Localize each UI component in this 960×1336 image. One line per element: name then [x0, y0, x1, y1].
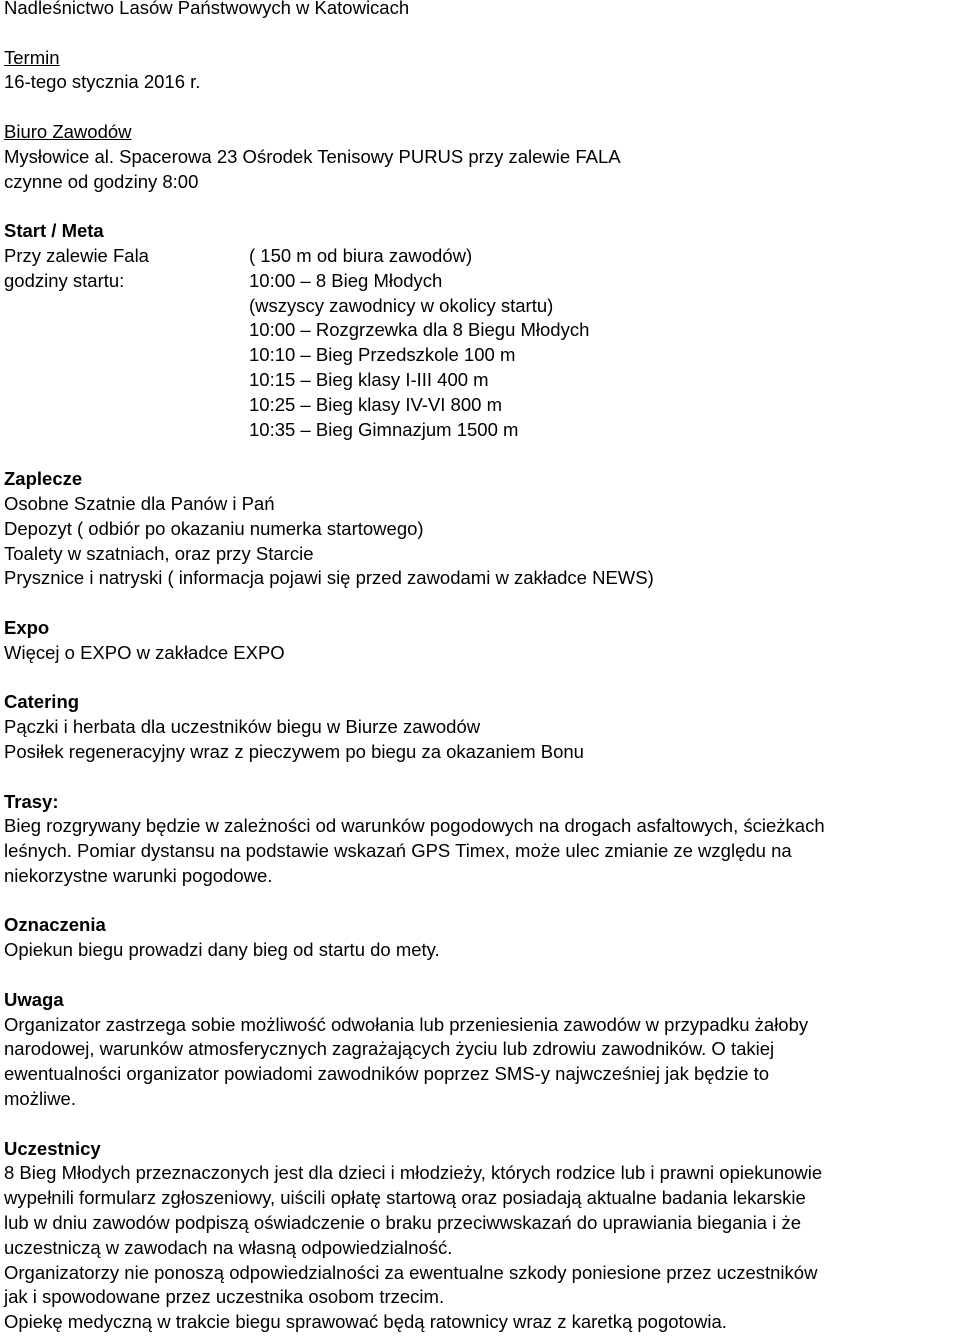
biuro-heading: Biuro Zawodów	[4, 120, 132, 142]
schedule-line: (wszyscy zawodnicy w okolicy startu)	[249, 294, 554, 316]
spacer	[4, 21, 960, 46]
zaplecze-line: Toalety w szatniach, oraz przy Starcie	[4, 542, 314, 564]
trasy-line: Bieg rozgrywany będzie w zależności od warunków pogodowych na drogach asfaltowych, ścieżkach	[4, 815, 825, 837]
uczestnicy-line: uczestniczą w zawodach na własną odpowiedzialność.	[4, 1236, 453, 1258]
document	[4, 0, 960, 1335]
spacer	[4, 666, 960, 691]
trasy-line: leśnych. Pomiar dystansu na podstawie wskazań GPS Timex, może ulec zmianie ze względu na	[4, 840, 792, 862]
uczestnicy-line: 8 Bieg Młodych przeznaczonych jest dla dzieci i młodzieży, których rodzice lub i prawni opiekunowie	[4, 1162, 823, 1184]
biuro-address: Mysłowice al. Spacerowa 23 Ośrodek Tenisowy PURUS przy zalewie FALA	[4, 145, 621, 167]
uczestnicy-line: Opiekę medyczną w trakcie biegu sprawować będą ratownicy wraz z karetką pogotowia.	[4, 1311, 727, 1333]
schedule-line: 10:15 – Bieg klasy I-III 400 m	[249, 368, 489, 390]
spacer	[4, 194, 960, 219]
org-title: Nadleśnictwo Lasów Państwowych w Katowicach	[4, 0, 410, 18]
schedule-line: 10:35 – Bieg Gimnazjum 1500 m	[249, 418, 519, 440]
uczestnicy-line: jak i spowodowane przez uczestnika osobom trzecim.	[4, 1286, 445, 1308]
start-heading: Start / Meta	[4, 220, 104, 242]
catering-line: Posiłek regeneracyjny wraz z pieczywem po biegu za okazaniem Bonu	[4, 740, 584, 762]
spacer	[4, 591, 960, 616]
spacer	[4, 963, 960, 988]
trasy-line: niekorzystne warunki pogodowe.	[4, 864, 273, 886]
spacer	[4, 889, 960, 914]
trasy-heading: Trasy:	[4, 790, 59, 812]
termin-date: 16-tego stycznia 2016 r.	[4, 71, 201, 93]
uwaga-line: ewentualności organizator powiadomi zawodników poprzez SMS-y najwcześniej jak będzie to	[4, 1063, 770, 1085]
start-labels	[4, 244, 249, 442]
zaplecze-line: Prysznice i natryski ( informacja pojawi się przed zawodami w zakładce NEWS)	[4, 567, 654, 589]
schedule-line: 10:10 – Bieg Przedszkole 100 m	[249, 344, 516, 366]
zaplecze-heading: Zaplecze	[4, 468, 83, 490]
start-schedule	[4, 244, 960, 442]
uczestnicy-line: lub w dniu zawodów podpiszą oświadczenie o braku przeciwwskazań do uprawiania biegania i że	[4, 1212, 801, 1234]
uczestnicy-line: wypełnili formularz zgłoszeniowy, uiścili opłatę startową oraz posiadają aktualne badania lekarskie	[4, 1187, 806, 1209]
uczestnicy-heading: Uczestnicy	[4, 1137, 101, 1159]
schedule-line: ( 150 m od biura zawodów)	[249, 244, 473, 266]
uwaga-line: narodowej, warunków atmosferycznych zagrażających życiu lub zdrowiu zawodników. O takiej	[4, 1038, 775, 1060]
start-label-hours: godziny startu:	[4, 269, 125, 291]
uwaga-heading: Uwaga	[4, 988, 64, 1010]
start-times	[249, 244, 960, 442]
expo-line: Więcej o EXPO w zakładce EXPO	[4, 641, 285, 663]
spacer	[4, 95, 960, 120]
uwaga-line: Organizator zastrzega sobie możliwość odwołania lub przeniesienia zawodów w przypadku żałoby	[4, 1013, 809, 1035]
start-label-location: Przy zalewie Fala	[4, 244, 149, 266]
termin-heading: Termin	[4, 46, 60, 68]
uwaga-line: możliwe.	[4, 1088, 76, 1110]
schedule-line: 10:00 – Rozgrzewka dla 8 Biegu Młodych	[249, 319, 590, 341]
oznaczenia-line: Opiekun biegu prowadzi dany bieg od startu do mety.	[4, 939, 440, 961]
zaplecze-line: Osobne Szatnie dla Panów i Pań	[4, 492, 275, 514]
spacer	[4, 442, 960, 467]
spacer	[4, 765, 960, 790]
uczestnicy-line: Organizatorzy nie ponoszą odpowiedzialności za ewentualne szkody poniesione przez uczestników	[4, 1261, 818, 1283]
schedule-line: 10:25 – Bieg klasy IV-VI 800 m	[249, 393, 502, 415]
catering-heading: Catering	[4, 691, 80, 713]
catering-line: Pączki i herbata dla uczestników biegu w Biurze zawodów	[4, 716, 481, 738]
spacer	[4, 1112, 960, 1137]
biuro-hours: czynne od godziny 8:00	[4, 170, 199, 192]
schedule-line: 10:00 – 8 Bieg Młodych	[249, 269, 443, 291]
zaplecze-line: Depozyt ( odbiór po okazaniu numerka startowego)	[4, 517, 424, 539]
expo-heading: Expo	[4, 616, 50, 638]
oznaczenia-heading: Oznaczenia	[4, 914, 106, 936]
